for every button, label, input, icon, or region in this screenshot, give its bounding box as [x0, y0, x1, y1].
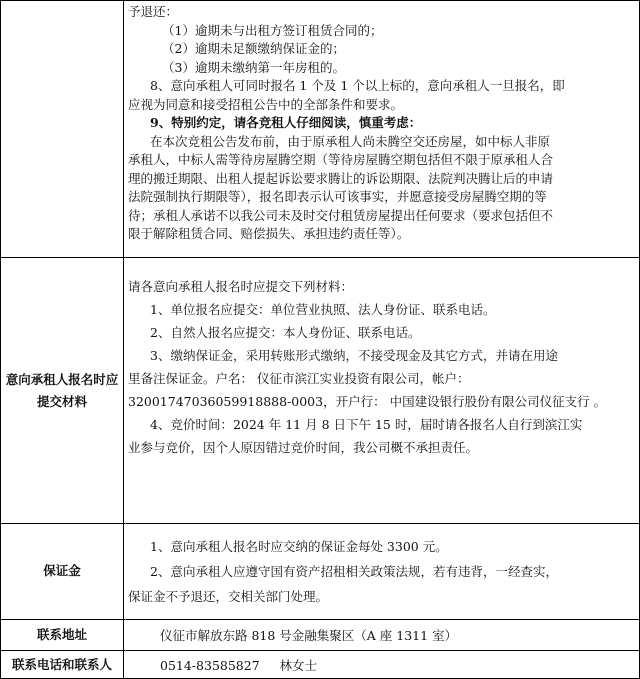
materials-line: 32001747036059918888-0003，开户行： 中国建设银行股份有限公司仪征支行 。	[128, 394, 607, 409]
address-label: 联系地址	[36, 626, 87, 642]
terms-line: 8、意向承租人可同时报名 1 个及 1 个以上标的，意向承租人一旦报名，即	[150, 78, 565, 93]
materials-line: 里备注保证金。户名： 仪征市滨江实业投资有限公司，帐户：	[128, 371, 470, 386]
materials-line: 1、单位报名应提交：单位营业执照、法人身份证、联系电话。	[150, 302, 496, 317]
materials-label: 意向承租人报名时应提交材料	[5, 371, 119, 409]
address-value: 仪征市解放东路 818 号金融集聚区（A 座 1311 室）	[160, 627, 458, 643]
materials-cell	[124, 275, 639, 521]
special-agreement-heading: 9、特别约定，请各竞租人仔细阅读，慎重考虑：	[150, 115, 422, 130]
terms-line: 在本次竞租公告发布前，由于原承租人尚未腾空交还房屋，如中标人非原	[150, 133, 551, 149]
terms-line: （1）逾期未与出租方签订租赁合同的；	[162, 22, 383, 38]
deposit-line: 2、意向承租人应遵守国有资产招租相关政策法规，若有违背，一经查实，	[150, 564, 558, 579]
materials-line: 4、竞价时间：2024 年 11 月 8 日下午 15 时，届时请各报名人自行到滨江实	[150, 417, 583, 432]
contact-label: 联系电话和联系人	[11, 656, 112, 672]
materials-line: 业参与竞价，因个人原因错过竞价时间，我公司概不承担责任。	[128, 440, 479, 455]
terms-line: 待；承租人承诺不以我公司未及时交付租赁房屋提出任何要求（要求包括但不	[128, 207, 554, 223]
materials-line: 3、缴纳保证金，采用转账形式缴纳，不接受现金及其它方式，并请在用途	[150, 348, 558, 363]
terms-line: 应视为同意和接受招租公告中的全部条件和要求。	[128, 96, 404, 112]
deposit-label: 保证金	[43, 563, 81, 578]
terms-line: （2）逾期未足额缴纳保证金的；	[162, 41, 345, 56]
terms-cell	[124, 3, 639, 255]
deposit-line: 1、意向承租人报名时应交纳的保证金每处 3300 元。	[150, 539, 448, 554]
materials-line: 请各意向承租人报名时应提交下列材料：	[128, 279, 354, 294]
terms-line: 予退还：	[128, 4, 179, 19]
materials-line: 2、自然人报名应提交：本人身份证、联系电话。	[150, 325, 421, 340]
terms-line: 理的搬迁期限、出租人提起诉讼要求腾让的诉讼期限、法院判决腾让后的申请	[128, 170, 554, 186]
terms-line: 法院强制执行期限等），报名即表示认可该事实，并愿意接受房屋腾空期的等	[128, 189, 547, 204]
terms-line: 承租人，中标人需等待房屋腾空期（等待房屋腾空期包括但不限于原承租人合	[128, 152, 554, 167]
contact-value: 0514-83585827 林女士	[160, 657, 318, 673]
terms-line: （3）逾期未缴纳第一年房租的。	[162, 59, 345, 75]
terms-line: 限于解除租赁合同、赔偿损失、承担违约责任等）。	[128, 226, 410, 241]
deposit-cell	[124, 534, 639, 614]
deposit-line: 保证金不予退还，交相关部门处理。	[128, 589, 329, 604]
